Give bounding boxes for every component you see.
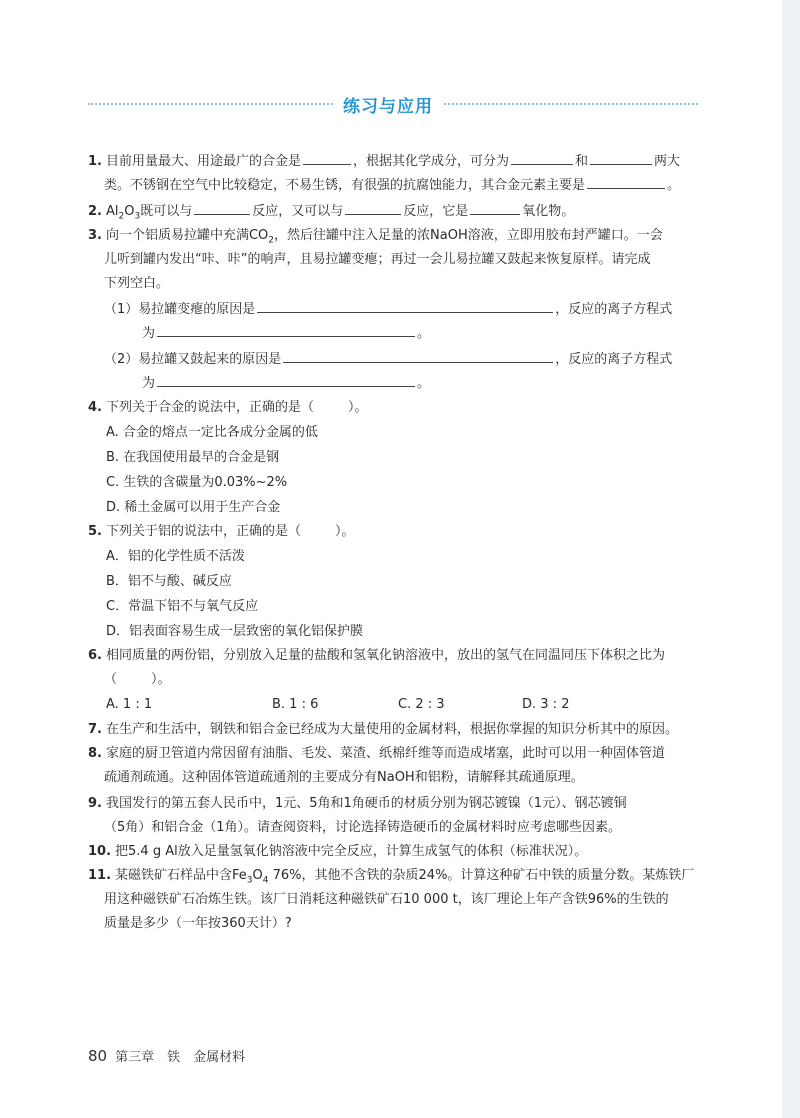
- formula-subscript: 3: [134, 211, 141, 222]
- option-a[interactable]: A．铝的化学性质不活泼: [106, 549, 245, 564]
- question-11-line-3: 质量是多少（一年按360天计）?: [104, 916, 292, 931]
- formula-subscript: 2: [118, 211, 125, 222]
- answer-blank[interactable]: [157, 372, 415, 387]
- question-3-part-2-equation: [142, 372, 430, 392]
- question-1-line-1: [88, 150, 680, 170]
- chapter-title: 第三章 铁 金属材料: [115, 1050, 246, 1065]
- q6-close: ）。: [151, 672, 171, 687]
- formula-o: O: [252, 868, 263, 883]
- answer-blank[interactable]: [511, 150, 573, 165]
- q5-stem-close: ）。: [335, 524, 355, 539]
- option-c[interactable]: C. 2 : 3: [398, 697, 445, 712]
- formula-subscript: 4: [262, 875, 269, 886]
- section-header: [88, 90, 698, 118]
- page-edge-strip: [782, 0, 800, 1118]
- q1-text-f: 。: [667, 178, 681, 193]
- question-9-line-1: [88, 794, 627, 814]
- answer-blank[interactable]: [157, 322, 415, 337]
- q1-text-a: 目前用量最大、用途最广的合金是: [105, 154, 301, 169]
- answer-blank[interactable]: [345, 200, 401, 215]
- q2-text-d: 氧化物。: [522, 204, 575, 219]
- question-3-part-1: [104, 298, 672, 318]
- option-c[interactable]: C．常温下铝不与氧气反应: [106, 599, 259, 614]
- q3-text: ，然后往罐中注入足量的浓NaOH溶液，立即用胶布封严罐口。一会: [274, 228, 663, 243]
- q9-text: 我国发行的第五套人民币中，1元、5角和1角硬币的材质分别为钢芯镀镍（1元）、钢芯镀铜: [105, 796, 627, 811]
- question-3-line-3: 下列空白。: [104, 276, 170, 291]
- q6-stem: 相同质量的两份铝，分别放入足量的盐酸和氢氧化钠溶液中，放出的氢气在同温同压下体积之比为: [105, 648, 665, 663]
- q5-stem: 下列关于铝的说法中，正确的是（: [105, 524, 301, 539]
- q4-stem-close: ）。: [348, 400, 368, 415]
- q3-part2-text: ，反应的离子方程式: [555, 352, 673, 367]
- formula-o: O: [124, 204, 135, 219]
- answer-blank[interactable]: [194, 200, 250, 215]
- question-10: [88, 842, 587, 862]
- q1-text-b: ，根据其化学成分，可分为: [353, 154, 510, 169]
- question-2: [88, 200, 574, 220]
- answer-blank[interactable]: [257, 298, 553, 313]
- q2-text-b: 反应，又可以与: [252, 204, 344, 219]
- question-8-line-1: [88, 744, 665, 764]
- question-6-line-1: [88, 646, 665, 666]
- question-11-line-1: [88, 866, 694, 886]
- q8-text: 家庭的厨卫管道内常因留有油脂、毛发、菜渣、纸棉纤维等而造成堵塞，此时可以用一种固体管道: [105, 746, 665, 761]
- q3-part1-text: 为: [142, 326, 156, 341]
- q2-text-c: 反应，它是: [403, 204, 469, 219]
- option-b[interactable]: B．铝不与酸、碱反应: [106, 574, 232, 589]
- question-4: [88, 398, 368, 418]
- q2-text-a: 既可以与: [140, 204, 193, 219]
- question-number: 9.: [88, 796, 102, 811]
- q3-part2-text: （2）易拉罐又鼓起来的原因是: [104, 352, 282, 367]
- option-d[interactable]: D. 3 : 2: [522, 697, 570, 712]
- q3-part1-text: 。: [417, 326, 431, 341]
- question-7: [88, 720, 678, 740]
- page-footer: [88, 1046, 245, 1065]
- question-3-line-1: [88, 226, 663, 246]
- answer-blank[interactable]: [470, 200, 520, 215]
- question-9-line-2: （5角）和铝合金（1角）。请查阅资料，讨论选择铸造硬币的金属材料时应考虑哪些因素。: [104, 820, 622, 835]
- q11-text: 76%，其他不含铁的杂质24%。计算这种矿石中铁的质量分数。某炼铁厂: [268, 868, 695, 883]
- answer-blank[interactable]: [283, 348, 553, 363]
- q3-part2-text: 。: [417, 376, 431, 391]
- option-c[interactable]: C. 生铁的含碳量为0.03%~2%: [106, 475, 288, 490]
- q3-part2-text: 为: [142, 376, 156, 391]
- q1-text-c: 和: [575, 154, 589, 169]
- question-6-line-2: [104, 670, 171, 690]
- formula-subscript: 3: [246, 875, 253, 886]
- header-dotted-rule-right: [444, 103, 698, 105]
- answer-blank[interactable]: [303, 150, 351, 165]
- q7-text: 在生产和生活中，钢铁和铝合金已经成为大量使用的金属材料，根据你掌握的知识分析其中的原因。: [105, 722, 678, 737]
- q11-text: 某磁铁矿石样品中含Fe: [115, 868, 247, 883]
- q6-open: （: [104, 672, 118, 687]
- formula-al: Al: [105, 204, 119, 219]
- question-1-line-2: [104, 174, 680, 194]
- option-a[interactable]: A. 合金的熔点一定比各成分金属的低: [106, 425, 318, 440]
- q1-text-d: 两大: [654, 154, 681, 169]
- question-number: 11.: [88, 868, 112, 883]
- question-number: 5.: [88, 524, 102, 539]
- answer-blank[interactable]: [590, 150, 652, 165]
- question-3-part-2: [104, 348, 672, 368]
- q1-text-e: 类。不锈钢在空气中比较稳定，不易生锈，有很强的抗腐蚀能力，其合金元素主要是: [104, 178, 586, 193]
- question-number: 8.: [88, 746, 102, 761]
- answer-blank[interactable]: [587, 174, 665, 189]
- question-number: 3.: [88, 228, 102, 243]
- question-3-part-1-equation: [142, 322, 430, 342]
- question-number: 1.: [88, 154, 102, 169]
- header-dotted-rule-left: [88, 103, 333, 105]
- q3-part1-text: （1）易拉罐变瘪的原因是: [104, 302, 256, 317]
- question-11-line-2: 用这种磁铁矿石冶炼生铁。该厂日消耗这种磁铁矿石10 000 t，该厂理论上年产含铁96%的生铁的: [104, 892, 669, 907]
- q3-text: 向一个铝质易拉罐中充满CO: [105, 228, 269, 243]
- option-a[interactable]: A. 1 : 1: [106, 697, 153, 712]
- option-b[interactable]: B. 在我国使用最早的合金是钢: [106, 450, 280, 465]
- formula-subscript: 2: [268, 235, 275, 246]
- q10-text: 把5.4 g Al放入足量氢氧化钠溶液中完全反应，计算生成氢气的体积（标准状况）。: [115, 844, 588, 859]
- question-number: 2.: [88, 204, 102, 219]
- option-d[interactable]: D．铝表面容易生成一层致密的氧化铝保护膜: [106, 624, 364, 639]
- question-number: 6.: [88, 648, 102, 663]
- section-title: 练习与应用: [343, 97, 433, 117]
- q4-stem: 下列关于合金的说法中，正确的是（: [105, 400, 314, 415]
- q3-part1-text: ，反应的离子方程式: [555, 302, 673, 317]
- question-number: 10.: [88, 844, 112, 859]
- question-number: 4.: [88, 400, 102, 415]
- question-5: [88, 522, 355, 542]
- option-b[interactable]: B. 1 : 6: [272, 697, 319, 712]
- question-number: 7.: [88, 722, 102, 737]
- question-8-line-2: 疏通剂疏通。这种固体管道疏通剂的主要成分有NaOH和铝粉，请解释其疏通原理。: [104, 770, 584, 785]
- page-number: 80: [88, 1047, 108, 1065]
- question-3-line-2: 儿听到罐内发出“咔、咔”的响声，且易拉罐变瘪；再过一会儿易拉罐又鼓起来恢复原样。请完成: [104, 252, 651, 267]
- option-d[interactable]: D. 稀土金属可以用于生产合金: [106, 500, 281, 515]
